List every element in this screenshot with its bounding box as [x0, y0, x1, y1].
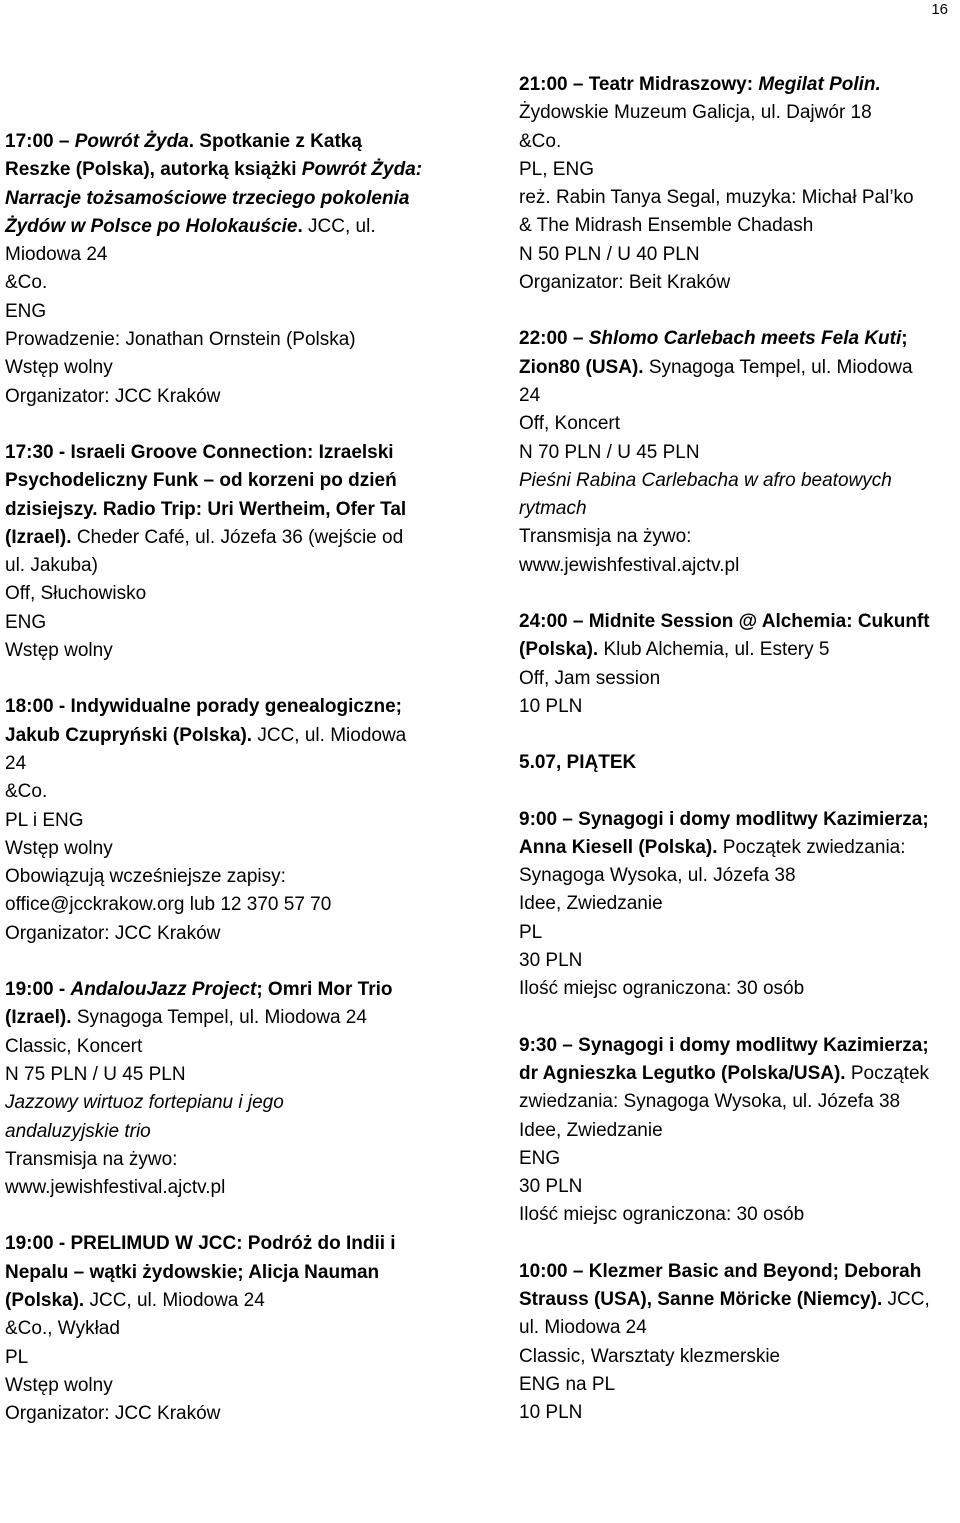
event-text: Synagoga Tempel, ul. Miodowa 24 [76, 1007, 367, 1029]
event-text: 19:00 - PRELIMUD W JCC: Podróż do Indii i [5, 1233, 396, 1255]
event-text: www.jewishfestival.ajctv.pl [5, 1177, 226, 1199]
event-line [519, 71, 959, 99]
event-text: PL [5, 1346, 29, 1368]
event-line [519, 99, 959, 127]
event-text: Ilość miejsc ograniczona: 30 osób [519, 1204, 805, 1226]
event-text: Obowiązują wcześniejsze zapisy: [5, 866, 286, 888]
event-text: Wstęp wolny [5, 837, 113, 859]
event-text: Off, Jam session [519, 667, 661, 689]
event-text: Żydów w Polsce po Holokauście [5, 215, 298, 237]
event-text: Classic, Warsztaty klezmerskie [519, 1345, 781, 1367]
schedule-event [519, 325, 959, 580]
event-line [519, 636, 959, 664]
page-number: 16 [931, 1, 948, 18]
schedule-event [519, 608, 959, 721]
event-line [519, 947, 959, 975]
event-text: Zion80 (USA). [519, 356, 649, 378]
event-line [5, 1287, 445, 1315]
event-text: www.jewishfestival.ajctv.pl [519, 554, 740, 576]
event-text: Shlomo Carlebach meets Fela Kuti [588, 328, 902, 350]
event-text: Miodowa 24 [5, 244, 108, 266]
event-line [5, 722, 445, 750]
event-text: 30 PLN [519, 1176, 583, 1198]
event-text: 21:00 – Teatr Midraszowy: [519, 74, 759, 95]
event-text: Off, Słuchowisko [5, 583, 147, 605]
event-text: 10:00 – Klezmer Basic and Beyond; Deborah [519, 1260, 922, 1282]
event-line [5, 1061, 445, 1089]
event-line [519, 1088, 959, 1116]
event-text: ul. Miodowa 24 [519, 1317, 647, 1339]
event-line [5, 1259, 445, 1287]
schedule-event [5, 128, 445, 411]
event-text: (Polska). [5, 1289, 90, 1311]
day-heading [519, 749, 959, 777]
event-text: 30 PLN [519, 950, 583, 972]
schedule-event [519, 806, 959, 1004]
event-text: &Co. [5, 272, 48, 294]
event-text: dr Agnieszka Legutko (Polska/USA). [519, 1062, 851, 1084]
event-line [519, 806, 959, 834]
event-line [5, 241, 445, 269]
event-line [519, 890, 959, 918]
event-text: 18:00 - Indywidualne porady genealogiczne; [5, 696, 402, 718]
event-spacer [5, 411, 445, 439]
event-line [519, 439, 959, 467]
event-text: Pieśni Rabina Carlebacha w afro beatowych [519, 469, 892, 491]
schedule-column-right [519, 71, 959, 1427]
event-text: (Izrael). [5, 526, 77, 548]
schedule-event [5, 976, 445, 1202]
event-line [5, 609, 445, 637]
event-text: 22:00 – [519, 328, 589, 350]
event-text: N 75 PLN / U 45 PLN [5, 1063, 186, 1085]
event-text: &Co., Wykład [5, 1318, 120, 1340]
event-text: Off, Koncert [519, 413, 621, 435]
event-line [519, 1173, 959, 1201]
event-text: office@jcckrakow.org lub 12 370 57 70 [5, 894, 332, 916]
event-line [519, 410, 959, 438]
event-text: rytmach [519, 498, 587, 520]
schedule-event [519, 1258, 959, 1428]
schedule-event [519, 1032, 959, 1230]
event-text: PL i ENG [5, 809, 84, 831]
event-line [5, 213, 445, 241]
event-text: reż. Rabin Tanya Segal, muzyka: Michał Pal’ko [519, 187, 914, 209]
event-text: dzisiejszy. Radio Trip: Uri Wertheim, Ofer Tal [5, 498, 407, 520]
event-text: &Co. [5, 781, 48, 803]
event-text: AndalouJazz Project [70, 979, 257, 1001]
event-text: JCC, ul. Miodowa 24 [89, 1289, 265, 1311]
event-text: ENG [5, 611, 47, 633]
event-text: ul. Jakuba) [5, 555, 98, 577]
event-text: PL [519, 921, 543, 943]
event-text: Klub Alchemia, ul. Estery 5 [603, 639, 830, 661]
event-spacer [5, 948, 445, 976]
event-line [519, 382, 959, 410]
event-text: Powrót Żyda [74, 131, 189, 152]
event-spacer [519, 580, 959, 608]
event-line [519, 665, 959, 693]
event-text: Żydowskie Muzeum Galicja, ul. Dajwór 18 [519, 102, 872, 124]
event-line [519, 834, 959, 862]
event-text: Jakub Czupryński (Polska). [5, 724, 258, 746]
event-text: Nepalu – wątki żydowskie; Alicja Nauman [5, 1261, 380, 1283]
event-line [519, 523, 959, 551]
event-line [5, 807, 445, 835]
event-text: N 50 PLN / U 40 PLN [519, 243, 700, 265]
event-text: Narracje tożsamościowe trzeciego pokolenia [5, 187, 410, 209]
event-text: Anna Kiesell (Polska). [519, 836, 723, 858]
event-text: 24 [519, 384, 541, 406]
event-text: 17:00 – [5, 131, 75, 152]
event-text: Powrót Żyda: [301, 159, 423, 181]
event-text: N 70 PLN / U 45 PLN [519, 441, 700, 463]
event-line [5, 580, 445, 608]
event-text: & The Midrash Ensemble Chadash [519, 215, 814, 237]
event-text: 19:00 - [5, 979, 71, 1001]
event-text: (Izrael). [5, 1007, 77, 1029]
event-line [5, 128, 445, 156]
event-line [519, 354, 959, 382]
event-line [519, 1343, 959, 1371]
event-line [5, 524, 445, 552]
event-text: 10 PLN [519, 695, 583, 717]
event-text: . Spotkanie z Katką [188, 131, 362, 152]
event-line [519, 184, 959, 212]
event-spacer [5, 1202, 445, 1230]
event-text: 10 PLN [519, 1402, 583, 1424]
event-line [519, 975, 959, 1003]
event-line [519, 1371, 959, 1399]
event-line [519, 919, 959, 947]
event-line [519, 156, 959, 184]
event-text: andaluzyjskie trio [5, 1120, 151, 1142]
event-text: Organizator: Beit Kraków [519, 272, 731, 294]
event-text: zwiedzania: Synagoga Wysoka, ul. Józefa 38 [519, 1091, 901, 1113]
event-text: 9:00 – Synagogi i domy modlitwy Kazimierza; [519, 808, 929, 830]
event-line [5, 1174, 445, 1202]
event-text: &Co. [519, 130, 562, 152]
event-line [5, 1033, 445, 1061]
event-line [519, 1286, 959, 1314]
event-line [5, 1118, 445, 1146]
event-line [5, 439, 445, 467]
event-line [5, 1400, 445, 1428]
event-text: Transmisja na żywo: [519, 526, 692, 548]
event-line [5, 156, 445, 184]
event-line [519, 325, 959, 353]
event-text: (Polska). [519, 639, 604, 661]
event-text: Strauss (USA), Sanne Möricke (Niemcy). [519, 1288, 888, 1310]
event-text: Idee, Zwiedzanie [519, 1119, 663, 1141]
event-text: PL, ENG [519, 158, 594, 180]
event-text: Wstęp wolny [5, 640, 113, 662]
event-text: Reszke (Polska), autorką książki [5, 159, 302, 181]
event-line [519, 1145, 959, 1173]
event-line [5, 298, 445, 326]
event-line [5, 976, 445, 1004]
event-line [5, 637, 445, 665]
event-line [519, 467, 959, 495]
event-line [519, 269, 959, 297]
event-line [5, 552, 445, 580]
event-text: JCC, ul. Miodowa [257, 724, 407, 746]
event-line [519, 128, 959, 156]
event-spacer [519, 1230, 959, 1258]
schedule-event [5, 693, 445, 948]
event-text: Jazzowy wirtuoz fortepianu i jego [5, 1092, 284, 1114]
event-line [5, 1146, 445, 1174]
event-text: Wstęp wolny [5, 1374, 113, 1396]
event-text: Organizator: JCC Kraków [5, 1403, 221, 1425]
event-text: ENG na PL [519, 1373, 616, 1395]
event-line [5, 1004, 445, 1032]
event-line [519, 241, 959, 269]
event-text: Prowadzenie: Jonathan Ornstein (Polska) [5, 329, 356, 351]
event-text: Cheder Café, ul. Józefa 36 (wejście od [76, 526, 404, 548]
event-spacer [519, 1004, 959, 1032]
event-line [519, 749, 959, 777]
event-line [519, 1314, 959, 1342]
event-text: Początek [850, 1062, 930, 1084]
event-text: ENG [519, 1147, 561, 1169]
event-text: ; [901, 328, 908, 350]
event-line [5, 863, 445, 891]
schedule-event [519, 71, 959, 297]
event-text: Początek zwiedzania: [722, 836, 906, 858]
event-spacer [519, 297, 959, 325]
event-text: ENG [5, 300, 47, 322]
schedule-column-left [5, 128, 445, 1428]
event-line [519, 608, 959, 636]
event-text: Organizator: JCC Kraków [5, 385, 221, 407]
event-text: 9:30 – Synagogi i domy modlitwy Kazimierza; [519, 1034, 929, 1056]
event-line [519, 212, 959, 240]
event-text: Transmisja na żywo: [5, 1148, 178, 1170]
event-text: 24:00 – Midnite Session @ Alchemia: Cukunft [519, 611, 930, 633]
event-text: Synagoga Wysoka, ul. Józefa 38 [519, 865, 796, 887]
event-line [519, 1032, 959, 1060]
event-line [5, 354, 445, 382]
event-line [519, 1201, 959, 1229]
event-text: . [297, 215, 309, 237]
event-line [5, 693, 445, 721]
event-line [5, 1230, 445, 1258]
event-text: ; Omri Mor Trio [256, 979, 393, 1001]
event-text: Synagoga Tempel, ul. Miodowa [648, 356, 913, 378]
event-text: 24 [5, 752, 27, 774]
event-line [5, 750, 445, 778]
event-spacer [519, 721, 959, 749]
event-text: Idee, Zwiedzanie [519, 893, 663, 915]
event-line [5, 778, 445, 806]
event-line [519, 552, 959, 580]
schedule-event [5, 1230, 445, 1428]
event-line [519, 1258, 959, 1286]
event-line [519, 495, 959, 523]
event-line [5, 1089, 445, 1117]
event-text: JCC, ul. [308, 215, 376, 237]
event-spacer [5, 665, 445, 693]
event-line [5, 1315, 445, 1343]
event-line [519, 1117, 959, 1145]
event-line [5, 269, 445, 297]
event-line [5, 496, 445, 524]
event-text: 5.07, PIĄTEK [519, 752, 637, 774]
event-line [5, 891, 445, 919]
event-line [5, 185, 445, 213]
event-line [5, 467, 445, 495]
event-line [519, 1060, 959, 1088]
event-line [519, 862, 959, 890]
event-text: 17:30 - Israeli Groove Connection: Izraelski [5, 441, 394, 463]
event-text: Psychodeliczny Funk – od korzeni po dzień [5, 470, 397, 492]
event-line [5, 835, 445, 863]
event-line [519, 1399, 959, 1427]
event-text: Classic, Koncert [5, 1035, 143, 1057]
event-line [5, 1344, 445, 1372]
event-text: Ilość miejsc ograniczona: 30 osób [519, 978, 805, 1000]
event-text: JCC, [887, 1288, 930, 1310]
event-spacer [519, 778, 959, 806]
event-text: Wstęp wolny [5, 357, 113, 379]
event-text: Megilat Polin. [758, 74, 881, 95]
event-line [5, 383, 445, 411]
event-line [519, 693, 959, 721]
event-line [5, 326, 445, 354]
event-line [5, 1372, 445, 1400]
event-line [5, 920, 445, 948]
event-text: Organizator: JCC Kraków [5, 922, 221, 944]
schedule-event [5, 439, 445, 665]
